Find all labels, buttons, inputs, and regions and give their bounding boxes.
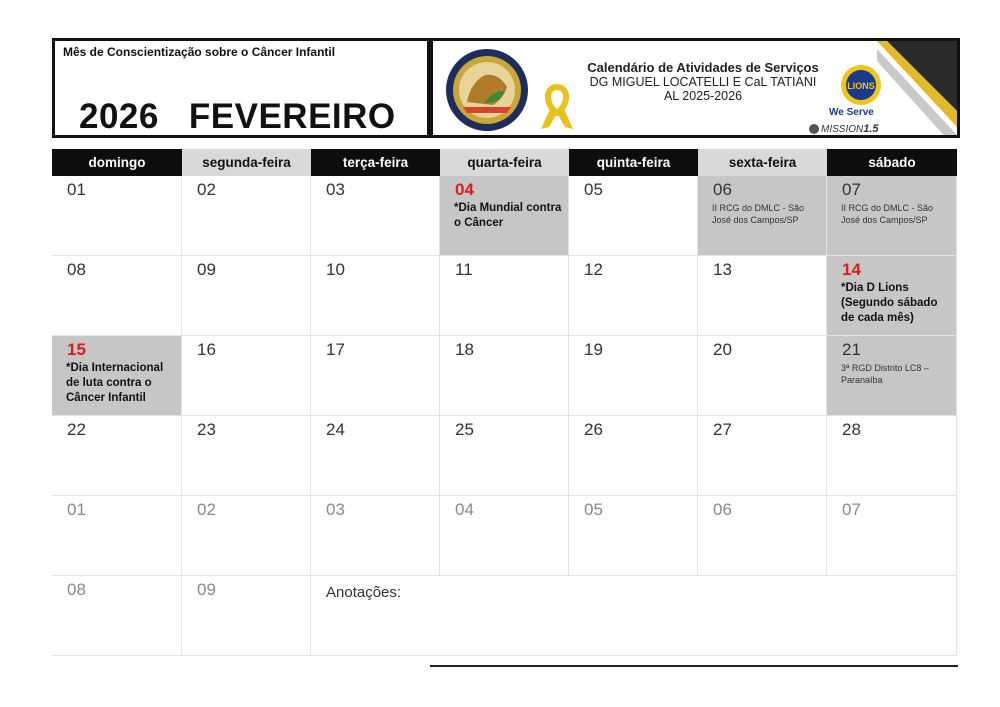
- day-cell[interactable]: [569, 336, 698, 416]
- term-line: AL 2025-2026: [663, 89, 743, 103]
- day-cell[interactable]: [182, 336, 311, 416]
- bottom-line: [430, 665, 958, 667]
- day-number: 12: [584, 260, 603, 279]
- day-number: 14: [842, 260, 861, 279]
- we-serve-label: We Serve: [829, 107, 874, 118]
- day-cell[interactable]: [440, 336, 569, 416]
- day-cell[interactable]: [827, 256, 957, 336]
- lions-logo-text: LIONS: [847, 81, 875, 91]
- day-cell[interactable]: [827, 336, 957, 416]
- day-cell[interactable]: [569, 256, 698, 336]
- event-text-small: II RCG do DMLC - São José dos Campos/SP: [841, 203, 934, 225]
- day-cell[interactable]: [182, 256, 311, 336]
- day-cell[interactable]: [311, 336, 440, 416]
- day-number: 09: [197, 580, 216, 599]
- mission-text: MISSION: [821, 124, 864, 135]
- day-cell[interactable]: [698, 336, 827, 416]
- day-number: 07: [842, 500, 861, 519]
- day-cell[interactable]: [698, 256, 827, 336]
- notes-label: Anotações:: [326, 584, 402, 601]
- day-number: 08: [67, 580, 86, 599]
- district-seal-icon: [441, 47, 533, 133]
- day-cell[interactable]: [52, 256, 182, 336]
- weekday-header-0: domingo: [52, 149, 182, 176]
- day-cell[interactable]: [182, 496, 311, 576]
- day-number: 27: [713, 420, 732, 439]
- day-number: 17: [326, 340, 345, 359]
- day-cell[interactable]: [440, 256, 569, 336]
- day-number: 23: [197, 420, 216, 439]
- day-cell[interactable]: [182, 416, 311, 496]
- day-number: 13: [713, 260, 732, 279]
- day-cell[interactable]: [311, 256, 440, 336]
- month-header: [52, 38, 430, 138]
- day-cell[interactable]: [698, 496, 827, 576]
- weekday-header-4: quinta-feira: [569, 149, 698, 176]
- mission-number: 1.5: [863, 123, 879, 135]
- day-number: 02: [197, 500, 216, 519]
- day-number: 25: [455, 420, 474, 439]
- day-cell[interactable]: [440, 416, 569, 496]
- weekday-header-6: sábado: [827, 149, 957, 176]
- day-cell[interactable]: [52, 176, 182, 256]
- day-number: 01: [67, 180, 86, 199]
- day-number: 03: [326, 180, 345, 199]
- event-text: *Dia Mundial contra o Câncer: [454, 202, 562, 229]
- day-number: 05: [584, 500, 603, 519]
- day-number: 22: [67, 420, 86, 439]
- day-cell[interactable]: [52, 496, 182, 576]
- day-number: 07: [842, 180, 861, 199]
- day-number: 02: [197, 180, 216, 199]
- day-number: 03: [326, 500, 345, 519]
- weekday-header-3: quarta-feira: [440, 149, 569, 176]
- day-number: 01: [67, 500, 86, 519]
- day-cell[interactable]: [827, 416, 957, 496]
- day-number: 09: [197, 260, 216, 279]
- day-number: 06: [713, 500, 732, 519]
- day-number: 16: [197, 340, 216, 359]
- day-cell[interactable]: [698, 416, 827, 496]
- month-title: [79, 97, 426, 137]
- notes-area[interactable]: [311, 576, 957, 656]
- weekday-header-5: sexta-feira: [698, 149, 827, 176]
- day-number: 24: [326, 420, 345, 439]
- awareness-subtitle: Mês de Conscientização sobre o Câncer Infantil: [63, 45, 336, 59]
- day-number: 04: [455, 180, 474, 199]
- weekday-header-1: segunda-feira: [182, 149, 311, 176]
- day-cell[interactable]: [182, 576, 311, 656]
- calendar-title: Calendário de Atividades de Serviços: [587, 60, 819, 75]
- weekday-header-2: terça-feira: [311, 149, 440, 176]
- month-label: FEVEREIRO: [188, 97, 396, 136]
- event-text-small: II RCG do DMLC - São José dos Campos/SP: [712, 203, 805, 225]
- day-number: 11: [455, 260, 473, 279]
- governor-line: DG MIGUEL LOCATELLI E CaL TATIANI: [589, 75, 817, 89]
- day-cell[interactable]: [52, 416, 182, 496]
- day-number: 20: [713, 340, 732, 359]
- day-cell[interactable]: [569, 496, 698, 576]
- day-cell[interactable]: [440, 176, 569, 256]
- day-cell[interactable]: [569, 176, 698, 256]
- day-number: 28: [842, 420, 861, 439]
- event-text: *Dia D Lions (Segundo sábado de cada mês): [841, 282, 938, 324]
- event-text: *Dia Internacional de luta contra o Câncer Infantil: [66, 362, 164, 404]
- day-cell[interactable]: [827, 496, 957, 576]
- day-cell[interactable]: [182, 176, 311, 256]
- mission-globe-icon: [809, 124, 819, 134]
- gold-ribbon-icon: [537, 83, 577, 133]
- day-cell[interactable]: [698, 176, 827, 256]
- calendar-banner: [430, 38, 960, 138]
- day-number: 19: [584, 340, 603, 359]
- day-cell[interactable]: [569, 416, 698, 496]
- day-cell[interactable]: [827, 176, 957, 256]
- day-cell[interactable]: [311, 416, 440, 496]
- day-number: 21: [842, 340, 861, 359]
- corner-stripes-decoration: [877, 41, 957, 138]
- day-number: 04: [455, 500, 474, 519]
- day-number: 18: [455, 340, 474, 359]
- day-number: 26: [584, 420, 603, 439]
- day-cell[interactable]: [311, 176, 440, 256]
- event-text-small: 3ª RGD Distrito LC8 – Paranaíba: [841, 363, 929, 385]
- day-number: 05: [584, 180, 603, 199]
- day-cell[interactable]: [440, 496, 569, 576]
- day-cell[interactable]: [52, 336, 182, 416]
- mission-label: [809, 123, 879, 135]
- year-label: 2026: [79, 97, 159, 136]
- day-number: 15: [67, 340, 86, 359]
- day-cell[interactable]: [311, 496, 440, 576]
- day-cell[interactable]: [52, 576, 182, 656]
- day-number: 06: [713, 180, 732, 199]
- day-number: 08: [67, 260, 86, 279]
- day-number: 10: [326, 260, 345, 279]
- banner-text: [573, 61, 833, 103]
